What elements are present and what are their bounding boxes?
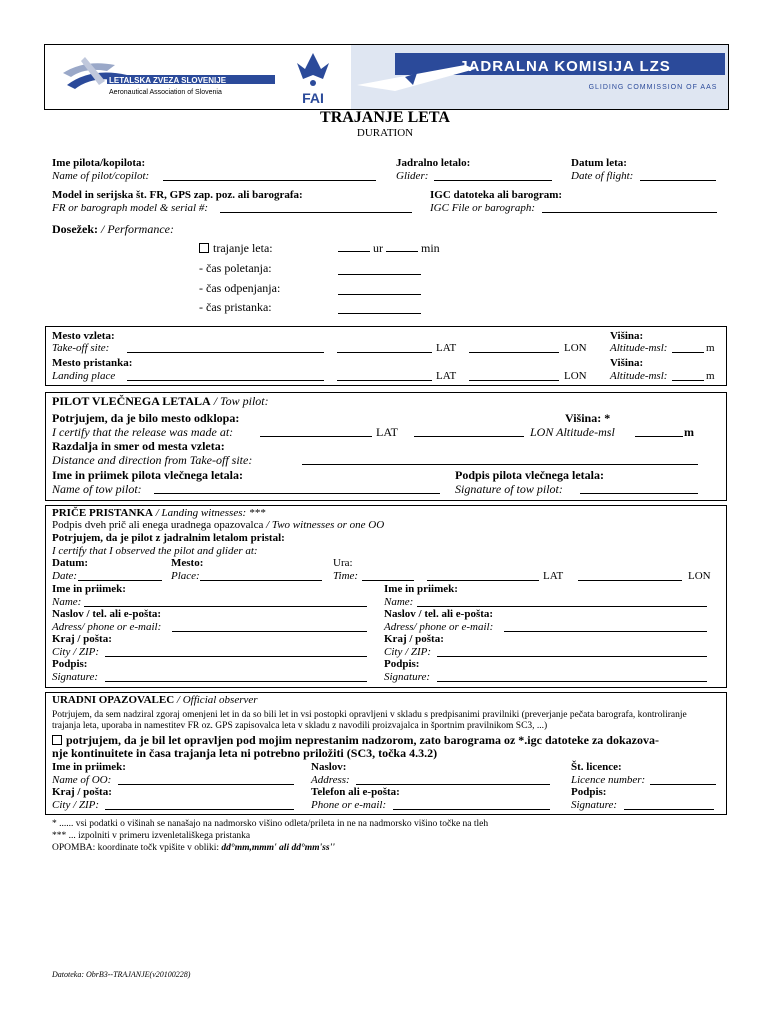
w1-address-label: Naslov / tel. ali e-pošta: — [52, 608, 162, 620]
tow-lat-field[interactable] — [260, 426, 372, 437]
tow-title-en: / Tow pilot: — [213, 394, 269, 408]
glider-label-en: Glider: — [396, 170, 429, 182]
release-time-label: - čas odpenjanja: — [199, 281, 281, 295]
tow-sign-field[interactable] — [580, 483, 698, 494]
landing-lat-field[interactable] — [337, 370, 432, 381]
w2-sign-label: Podpis: — [384, 658, 420, 670]
takeoff-alt-unit: m — [706, 342, 715, 354]
pilot-label-en: Name of pilot/copilot: — [52, 170, 150, 182]
oo-licence-en: Licence number: — [571, 774, 646, 786]
tow-name-field[interactable] — [154, 483, 440, 494]
w1-city-label: Kraj / pošta: — [52, 633, 112, 645]
tow-distance-label-en: Distance and direction from Take-off site: — [52, 453, 253, 467]
note-3-text: OPOMBA: koordinate točk vpišite v obliki: — [52, 843, 220, 853]
header-banner — [44, 44, 729, 110]
oo-address-label: Naslov: — [311, 761, 347, 773]
lzs-sub: Aeronautical Association of Slovenia — [109, 89, 222, 96]
witness-lat-field[interactable] — [427, 570, 539, 581]
performance-label: Dosežek: — [52, 222, 98, 236]
tow-title: PILOT VLEČNEGA LETALA — [52, 394, 211, 408]
oo-name-en: Name of OO: — [52, 774, 112, 786]
witness-time-en: Time: — [333, 570, 359, 582]
oo-city-field[interactable] — [105, 799, 294, 810]
witness-title-en: / Landing witnesses: *** — [155, 507, 266, 519]
witness-ura-label: Ura: — [333, 557, 353, 569]
note-3 — [52, 843, 335, 853]
hours-unit: ur — [373, 241, 383, 255]
oo-name-field[interactable] — [118, 774, 294, 785]
duration-label: trajanje leta: — [213, 241, 273, 255]
landing-time-label: - čas pristanka: — [199, 300, 272, 314]
w2-name-field[interactable] — [417, 596, 707, 607]
oo-sign-label: Podpis: — [571, 786, 607, 798]
oo-licence-field[interactable] — [650, 774, 716, 785]
minutes-unit: min — [421, 241, 440, 255]
takeoff-alt-label: Altitude-msl: — [610, 342, 668, 354]
tow-name-label-en: Name of tow pilot: — [52, 482, 142, 496]
oo-phone-field[interactable] — [393, 799, 550, 810]
observer-check2: nje kontinuitete in časa trajanja leta ni potrebno priložiti (SC3, točka 4.3.2) — [52, 746, 438, 760]
release-time-field[interactable] — [338, 284, 421, 295]
takeoff-site-label: Mesto vzleta: — [52, 330, 115, 342]
w2-city-en: City / ZIP: — [384, 646, 432, 658]
oo-sign-en: Signature: — [571, 799, 618, 811]
w1-sign-field[interactable] — [105, 671, 367, 682]
page-subtitle: DURATION — [356, 127, 414, 139]
note-3-format: dd°mm,mmm' ali dd°mm'ss'' — [221, 843, 335, 853]
w2-sign-field[interactable] — [437, 671, 707, 682]
landing-site-field[interactable] — [127, 370, 324, 381]
tow-confirm-en: I certify that the release was made at: — [52, 425, 234, 439]
witness-line1-sl: Podpis dveh prič ali enega uradnega opazovalca — [52, 519, 264, 531]
hours-field[interactable] — [338, 241, 370, 252]
pilot-label: Ime pilota/kopilota: — [52, 157, 146, 169]
w1-name-field[interactable] — [84, 596, 367, 607]
landing-alt-field[interactable] — [672, 370, 704, 381]
performance-label-en: / Performance: — [100, 222, 174, 236]
duration-checkbox[interactable] — [199, 243, 209, 253]
header-graphics — [45, 45, 728, 109]
takeoff-alt-field[interactable] — [672, 342, 704, 353]
oo-phone-label: Telefon ali e-pošta: — [311, 786, 400, 798]
lzs-name: LETALSKA ZVEZA SLOVENIJE — [109, 76, 227, 85]
landing-height-label: Višina: — [610, 357, 644, 369]
observer-check1: potrjujem, da je bil let opravljen pod mojim neprestanim nadzorom, zato barograma oz *.igc datoteke za dokazova- — [66, 733, 659, 747]
w1-name-label: Ime in priimek: — [52, 583, 126, 595]
igc-label-en: IGC File or barograph: — [430, 202, 536, 214]
glider-field[interactable] — [434, 170, 552, 181]
w1-address-en: Adress/ phone or e-mail: — [52, 621, 162, 633]
minutes-field[interactable] — [386, 241, 418, 252]
witness-date-en: Date: — [52, 570, 78, 582]
takeoff-lon-label: LON — [564, 342, 587, 354]
w2-name-en: Name: — [384, 596, 414, 608]
note-1: * ...... vsi podatki o višinah se nanašajo na nadmorsko višino odleta/prileta in ne na nadmorsko višino točke na tleh — [52, 819, 489, 829]
w2-sign-en: Signature: — [384, 671, 431, 683]
landing-alt-unit: m — [706, 370, 715, 382]
tow-alt-field[interactable] — [635, 426, 683, 437]
date-label: Datum leta: — [571, 157, 627, 169]
witness-datum-label: Datum: — [52, 557, 89, 569]
witness-line1 — [52, 519, 384, 531]
landing-lon-field[interactable] — [469, 370, 559, 381]
w2-address-en: Adress/ phone or e-mail: — [384, 621, 494, 633]
observer-heading — [52, 694, 258, 706]
commission-title: JADRALNA KOMISIJA LZS — [459, 58, 671, 75]
note-2: *** ... izpolniti v primeru izvenletališkega pristanka — [52, 831, 251, 841]
oo-address-field[interactable] — [356, 774, 550, 785]
witness-confirm: Potrjujem, da je pilot z jadralnim letalom pristal: — [52, 532, 285, 544]
witness-line1-en: / Two witnesses or one OO — [266, 519, 385, 531]
witness-title: PRIČE PRISTANKA — [52, 507, 153, 519]
landing-lon-label: LON — [564, 370, 587, 382]
witness-heading — [52, 507, 265, 519]
w1-city-field[interactable] — [105, 646, 367, 657]
footer-filename: Datoteka: ObrB3--TRAJANJE(v20100228) — [52, 970, 191, 979]
tow-alt-unit: m — [684, 425, 694, 439]
duration-row — [199, 241, 273, 256]
landing-alt-label: Altitude-msl: — [610, 370, 668, 382]
takeoff-height-label: Višina: — [610, 330, 644, 342]
tow-lon-alt-label: LON Altitude-msl — [530, 425, 615, 439]
oo-phone-en: Phone or e-mail: — [311, 799, 387, 811]
observer-title: URADNI OPAZOVALEC — [52, 694, 175, 706]
w1-name-en: Name: — [52, 596, 82, 608]
oo-name-label: Ime in priimek: — [52, 761, 126, 773]
fai-text: FAI — [302, 90, 324, 106]
oo-city-label: Kraj / pošta: — [52, 786, 112, 798]
tow-lat-label: LAT — [376, 425, 398, 439]
tow-name-label: Ime in priimek pilota vlečnega letala: — [52, 468, 243, 482]
page-title: TRAJANJE LETA — [320, 109, 450, 126]
oo-city-en: City / ZIP: — [52, 799, 100, 811]
observer-title-en: / Official observer — [176, 694, 258, 706]
takeoff-site-label-en: Take-off site: — [52, 342, 110, 354]
witness-confirm-en: I certify that I observed the pilot and glider at: — [52, 545, 258, 557]
witness-lon-label: LON — [688, 570, 711, 582]
tow-sign-label: Podpis pilota vlečnega letala: — [455, 468, 604, 482]
tow-height-label: Višina: * — [565, 411, 611, 425]
date-field[interactable] — [640, 170, 716, 181]
w1-sign-label: Podpis: — [52, 658, 88, 670]
landing-time-field[interactable] — [338, 303, 421, 314]
model-label: Model in serijska št. FR, GPS zap. poz. ali barografa: — [52, 189, 303, 201]
witness-lat-label: LAT — [543, 570, 564, 582]
w2-name-label: Ime in priimek: — [384, 583, 458, 595]
tow-sign-label-en: Signature of tow pilot: — [455, 482, 563, 496]
tow-distance-field[interactable] — [302, 454, 698, 465]
tow-distance-label: Razdalja in smer od mesta vzleta: — [52, 439, 225, 453]
model-label-en: FR or barograph model & serial #: — [52, 202, 209, 214]
commission-sub: GLIDING COMMISSION OF AAS — [588, 84, 718, 91]
igc-label: IGC datoteka ali barogram: — [430, 189, 563, 201]
pilot-field[interactable] — [163, 170, 376, 181]
tow-heading — [52, 394, 269, 409]
landing-lat-label: LAT — [436, 370, 457, 382]
w2-city-label: Kraj / pošta: — [384, 633, 444, 645]
w1-address-field[interactable] — [172, 621, 367, 632]
observer-text: Potrjujem, da sem nadziral zgoraj omenjeni let in da so bili let in vsi postopki opravljeni v skladu s predpisanimi pravilniki (preverjanje pečata barografa, kontroliranje trajanja leta, uporaba in namestitev FR oz. GPS zapisovalca leta v skladu z navodili proizvajalca in športnim pravilnikom SC3, ...) — [52, 710, 687, 731]
witness-time-field[interactable] — [362, 570, 414, 581]
tow-confirm: Potrjujem, da je bilo mesto odklopa: — [52, 411, 240, 425]
takeoff-time-label: - čas poletanja: — [199, 261, 272, 275]
date-label-en: Date of flight: — [571, 170, 634, 182]
w2-address-label: Naslov / tel. ali e-pošta: — [384, 608, 494, 620]
igc-field[interactable] — [542, 202, 717, 213]
duration-value — [338, 241, 440, 256]
oo-sign-field[interactable] — [624, 799, 714, 810]
witness-place-en: Place: — [171, 570, 200, 582]
w2-address-field[interactable] — [504, 621, 707, 632]
witness-date-field[interactable] — [78, 570, 162, 581]
takeoff-lon-field[interactable] — [469, 342, 559, 353]
oo-address-en: Address: — [311, 774, 350, 786]
takeoff-lat-label: LAT — [436, 342, 457, 354]
w1-city-en: City / ZIP: — [52, 646, 100, 658]
model-field[interactable] — [220, 202, 412, 213]
takeoff-time-field[interactable] — [338, 264, 421, 275]
performance-heading — [52, 222, 174, 237]
w1-sign-en: Signature: — [52, 671, 99, 683]
witness-lon-field[interactable] — [578, 570, 682, 581]
oo-licence-label: Št. licence: — [571, 761, 622, 773]
glider-label: Jadralno letalo: — [396, 157, 471, 169]
takeoff-lat-field[interactable] — [337, 342, 432, 353]
takeoff-site-field[interactable] — [127, 342, 324, 353]
tow-lon-field[interactable] — [414, 426, 524, 437]
landing-site-label-en: Landing place — [52, 370, 116, 382]
witness-mesto-label: Mesto: — [171, 557, 204, 569]
landing-site-label: Mesto pristanka: — [52, 357, 133, 369]
w2-city-field[interactable] — [437, 646, 707, 657]
witness-place-field[interactable] — [200, 570, 322, 581]
observer-checkbox[interactable] — [52, 735, 62, 745]
